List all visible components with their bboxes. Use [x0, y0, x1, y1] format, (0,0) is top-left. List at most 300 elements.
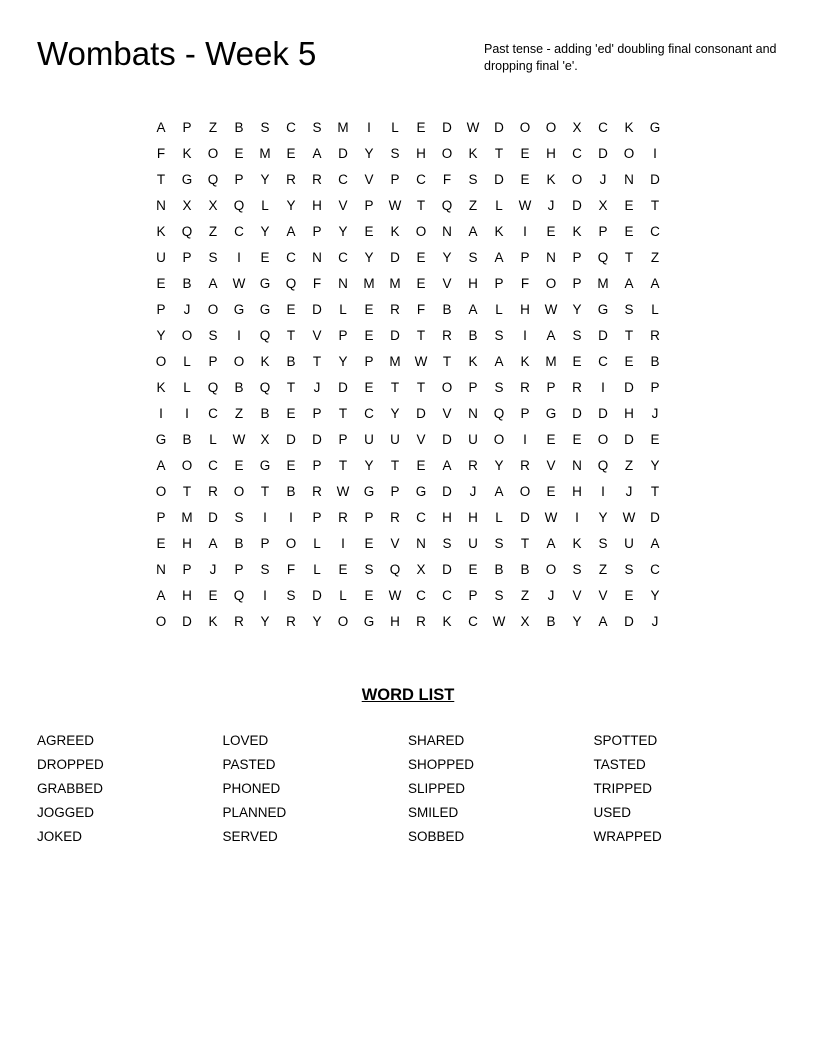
grid-letter: E [572, 432, 582, 447]
grid-letter: I [341, 536, 345, 551]
grid-letter: Q [207, 380, 219, 395]
grid-letter: I [601, 484, 605, 499]
grid-letter: W [232, 432, 246, 447]
grid-letter: E [364, 380, 374, 395]
grid-letter: L [261, 198, 269, 213]
grid-letter: E [156, 536, 166, 551]
grid-row [148, 583, 668, 609]
grid-letter: V [442, 406, 452, 421]
grid-letter: I [523, 432, 527, 447]
grid-letter: E [364, 302, 374, 317]
word-list-item: SPOTTED [593, 733, 658, 748]
grid-letter: R [416, 614, 426, 629]
grid-letter: U [624, 536, 634, 551]
grid-letter: B [182, 432, 192, 447]
grid-letter: V [364, 172, 374, 187]
grid-letter: T [390, 380, 400, 395]
grid-letter: U [468, 432, 478, 447]
grid-letter: I [601, 380, 605, 395]
grid-letter: Q [259, 328, 271, 343]
grid-row [148, 167, 668, 193]
grid-letter: L [339, 302, 347, 317]
grid-letter: V [442, 276, 452, 291]
grid-letter: M [181, 510, 193, 525]
grid-letter: V [312, 328, 322, 343]
grid-letter: D [494, 172, 504, 187]
grid-letter: P [494, 276, 504, 291]
grid-letter: I [575, 510, 579, 525]
grid-letter: R [520, 458, 530, 473]
grid-letter: L [391, 120, 399, 135]
grid-letter: O [519, 120, 531, 135]
grid-row [148, 427, 668, 453]
grid-letter: Y [650, 588, 660, 603]
grid-letter: K [468, 146, 478, 161]
grid-letter: Y [364, 250, 374, 265]
grid-letter: M [389, 276, 401, 291]
grid-letter: P [598, 224, 608, 239]
grid-letter: E [364, 328, 374, 343]
grid-letter: E [364, 588, 374, 603]
grid-letter: V [390, 536, 400, 551]
grid-letter: K [572, 224, 582, 239]
grid-letter: C [416, 510, 426, 525]
grid-letter: A [286, 224, 296, 239]
grid-letter: X [260, 432, 270, 447]
grid-letter: E [546, 484, 556, 499]
grid-letter: S [494, 380, 504, 395]
grid-letter: T [312, 354, 322, 369]
grid-letter: L [495, 198, 503, 213]
grid-letter: E [286, 302, 296, 317]
word-search-grid [148, 115, 668, 635]
grid-letter: O [233, 354, 245, 369]
grid-letter: S [442, 536, 452, 551]
grid-letter: S [494, 588, 504, 603]
grid-letter: O [233, 484, 245, 499]
grid-letter: R [286, 614, 296, 629]
grid-letter: Y [364, 146, 374, 161]
grid-letter: T [156, 172, 166, 187]
grid-letter: M [597, 276, 609, 291]
grid-letter: T [338, 406, 348, 421]
grid-letter: O [207, 302, 219, 317]
grid-letter: N [156, 198, 166, 213]
grid-letter: Q [597, 458, 609, 473]
grid-letter: P [572, 250, 582, 265]
grid-letter: J [599, 172, 607, 187]
grid-row [148, 375, 668, 401]
grid-letter: H [468, 510, 478, 525]
word-list-item: GRABBED [37, 781, 104, 796]
grid-letter: C [650, 562, 660, 577]
grid-row [148, 141, 668, 167]
grid-letter: K [572, 536, 582, 551]
grid-letter: U [390, 432, 400, 447]
grid-letter: O [155, 484, 167, 499]
grid-letter: E [364, 536, 374, 551]
grid-letter: K [156, 224, 166, 239]
grid-letter: K [390, 224, 400, 239]
grid-row [148, 401, 668, 427]
grid-letter: A [598, 614, 608, 629]
grid-letter: P [182, 120, 192, 135]
grid-letter: H [312, 198, 322, 213]
grid-letter: P [468, 380, 478, 395]
page-subtitle: Past tense - adding 'ed' doubling final consonant and dropping final 'e'. [484, 42, 777, 73]
grid-letter: Q [597, 250, 609, 265]
grid-letter: O [181, 328, 193, 343]
grid-letter: D [624, 380, 634, 395]
grid-letter: I [523, 328, 527, 343]
grid-letter: B [182, 276, 192, 291]
grid-letter: I [237, 250, 241, 265]
grid-letter: W [232, 276, 246, 291]
word-list-item: SHARED [408, 733, 465, 748]
grid-letter: E [546, 224, 556, 239]
grid-letter: Y [442, 250, 452, 265]
grid-letter: P [234, 562, 244, 577]
grid-letter: E [286, 146, 296, 161]
grid-letter: Q [285, 276, 297, 291]
grid-letter: T [416, 328, 426, 343]
grid-letter: L [495, 510, 503, 525]
grid-letter: W [336, 484, 350, 499]
grid-letter: C [416, 172, 426, 187]
grid-letter: H [572, 484, 582, 499]
grid-row [148, 297, 668, 323]
grid-letter: K [182, 146, 192, 161]
grid-letter: C [338, 250, 348, 265]
grid-letter: Z [208, 120, 218, 135]
grid-letter: H [442, 510, 452, 525]
grid-letter: P [338, 432, 348, 447]
grid-letter: P [650, 380, 660, 395]
grid-letter: C [234, 224, 244, 239]
word-list-item: SERVED [222, 829, 278, 844]
word-list-item: JOGGED [37, 805, 95, 820]
grid-letter: O [493, 432, 505, 447]
grid-letter: D [312, 588, 322, 603]
grid-letter: D [442, 432, 452, 447]
grid-letter: G [545, 406, 557, 421]
grid-letter: O [441, 380, 453, 395]
grid-letter: L [313, 536, 321, 551]
word-list-item: PASTED [222, 757, 276, 772]
grid-letter: U [364, 432, 374, 447]
grid-letter: D [338, 146, 348, 161]
grid-letter: Y [364, 458, 374, 473]
grid-letter: T [520, 536, 530, 551]
grid-letter: D [650, 510, 660, 525]
grid-letter: N [312, 250, 322, 265]
grid-letter: E [546, 432, 556, 447]
grid-letter: S [286, 588, 296, 603]
grid-letter: G [155, 432, 167, 447]
grid-letter: C [208, 406, 218, 421]
grid-letter: O [545, 562, 557, 577]
grid-letter: J [547, 588, 555, 603]
grid-letter: G [233, 302, 245, 317]
grid-letter: A [494, 354, 504, 369]
grid-letter: E [338, 562, 348, 577]
grid-letter: O [181, 458, 193, 473]
grid-letter: R [234, 614, 244, 629]
grid-letter: X [520, 614, 530, 629]
grid-letter: C [286, 120, 296, 135]
grid-letter: Y [572, 302, 582, 317]
grid-letter: R [338, 510, 348, 525]
grid-letter: M [389, 354, 401, 369]
grid-letter: E [416, 120, 426, 135]
grid-letter: T [416, 198, 426, 213]
grid-letter: W [414, 354, 428, 369]
grid-letter: E [520, 172, 530, 187]
grid-letter: W [622, 510, 636, 525]
grid-letter: F [442, 172, 452, 187]
grid-letter: Q [233, 588, 245, 603]
grid-letter: S [208, 328, 218, 343]
grid-letter: E [156, 276, 166, 291]
grid-letter: E [624, 198, 634, 213]
grid-letter: D [286, 432, 296, 447]
grid-letter: T [650, 484, 660, 499]
grid-letter: H [520, 302, 530, 317]
grid-letter: A [494, 250, 504, 265]
grid-letter: I [367, 120, 371, 135]
grid-letter: K [520, 354, 530, 369]
grid-letter: X [208, 198, 218, 213]
grid-letter: I [263, 510, 267, 525]
grid-letter: C [598, 354, 608, 369]
grid-letter: V [572, 588, 582, 603]
grid-letter: I [159, 406, 163, 421]
grid-letter: H [468, 276, 478, 291]
grid-letter: Y [260, 172, 270, 187]
grid-letter: D [416, 406, 426, 421]
grid-letter: C [286, 250, 296, 265]
grid-letter: E [624, 588, 634, 603]
grid-letter: K [260, 354, 270, 369]
grid-letter: P [260, 536, 270, 551]
word-list-item: SLIPPED [408, 781, 466, 796]
grid-letter: D [572, 198, 582, 213]
grid-letter: J [547, 198, 555, 213]
grid-letter: Y [312, 614, 322, 629]
grid-letter: P [364, 354, 374, 369]
word-list-item: PHONED [222, 781, 281, 796]
grid-letter: V [416, 432, 426, 447]
grid-letter: Y [494, 458, 504, 473]
grid-letter: S [312, 120, 322, 135]
grid-letter: W [388, 198, 402, 213]
grid-row [148, 271, 668, 297]
grid-letter: X [572, 120, 582, 135]
grid-letter: K [546, 172, 556, 187]
grid-letter: Y [286, 198, 296, 213]
grid-letter: T [182, 484, 192, 499]
grid-letter: K [208, 614, 218, 629]
grid-letter: O [571, 172, 583, 187]
grid-letter: S [234, 510, 244, 525]
word-list-item: WRAPPED [593, 829, 662, 844]
grid-letter: D [442, 562, 452, 577]
grid-letter: D [572, 406, 582, 421]
grid-letter: O [441, 146, 453, 161]
grid-letter: B [234, 120, 244, 135]
grid-letter: S [572, 562, 582, 577]
grid-letter: N [338, 276, 348, 291]
grid-letter: D [390, 328, 400, 343]
grid-letter: Q [259, 380, 271, 395]
grid-letter: F [312, 276, 322, 291]
grid-letter: E [624, 354, 634, 369]
grid-letter: P [182, 562, 192, 577]
grid-letter: P [182, 250, 192, 265]
page-title: Wombats - Week 5 [37, 35, 317, 72]
grid-letter: O [545, 120, 557, 135]
grid-letter: R [312, 484, 322, 499]
grid-letter: G [181, 172, 193, 187]
grid-letter: P [312, 224, 322, 239]
grid-letter: S [494, 536, 504, 551]
word-list-heading: WORD LIST [361, 686, 455, 704]
grid-letter: T [650, 198, 660, 213]
grid-letter: T [416, 380, 426, 395]
grid-letter: A [650, 276, 660, 291]
grid-letter: J [183, 302, 191, 317]
grid-letter: N [468, 406, 478, 421]
grid-letter: V [546, 458, 556, 473]
grid-letter: O [597, 432, 609, 447]
word-list [37, 729, 779, 849]
grid-letter: L [313, 562, 321, 577]
grid-letter: C [416, 588, 426, 603]
grid-letter: B [650, 354, 660, 369]
grid-letter: H [416, 146, 426, 161]
word-list-item: PLANNED [222, 805, 287, 820]
grid-letter: E [286, 458, 296, 473]
grid-row [148, 245, 668, 271]
grid-letter: O [155, 614, 167, 629]
grid-letter: T [286, 328, 296, 343]
grid-letter: K [494, 224, 504, 239]
grid-letter: E [286, 406, 296, 421]
grid-letter: H [546, 146, 556, 161]
grid-letter: H [390, 614, 400, 629]
grid-letter: D [494, 120, 504, 135]
grid-row [148, 609, 668, 635]
grid-letter: O [519, 484, 531, 499]
grid-letter: S [624, 302, 634, 317]
grid-letter: I [185, 406, 189, 421]
grid-letter: O [415, 224, 427, 239]
grid-letter: C [442, 588, 452, 603]
grid-letter: N [416, 536, 426, 551]
grid-letter: G [415, 484, 427, 499]
grid-letter: K [156, 380, 166, 395]
grid-letter: Y [390, 406, 400, 421]
grid-row [148, 479, 668, 505]
grid-letter: O [623, 146, 635, 161]
grid-letter: A [208, 276, 218, 291]
grid-letter: A [546, 536, 556, 551]
grid-letter: L [651, 302, 659, 317]
grid-letter: P [390, 484, 400, 499]
grid-letter: M [363, 276, 375, 291]
grid-letter: Y [650, 458, 660, 473]
grid-letter: I [237, 328, 241, 343]
grid-letter: K [468, 354, 478, 369]
grid-letter: W [388, 588, 402, 603]
grid-letter: P [234, 172, 244, 187]
grid-letter: T [494, 146, 504, 161]
grid-letter: J [651, 406, 659, 421]
grid-letter: Q [233, 198, 245, 213]
grid-letter: Z [624, 458, 634, 473]
grid-letter: A [312, 146, 322, 161]
grid-letter: V [338, 198, 348, 213]
grid-letter: P [572, 276, 582, 291]
grid-letter: Y [598, 510, 608, 525]
grid-letter: P [468, 588, 478, 603]
grid-letter: J [469, 484, 477, 499]
grid-letter: D [338, 380, 348, 395]
grid-letter: Q [181, 224, 193, 239]
grid-row [148, 453, 668, 479]
grid-letter: Z [520, 588, 530, 603]
grid-letter: W [492, 614, 506, 629]
grid-letter: P [520, 406, 530, 421]
grid-letter: A [156, 120, 166, 135]
grid-letter: P [312, 458, 322, 473]
grid-letter: R [390, 510, 400, 525]
grid-letter: D [182, 614, 192, 629]
grid-letter: P [156, 510, 166, 525]
grid-letter: S [572, 328, 582, 343]
grid-letter: O [155, 354, 167, 369]
grid-letter: D [624, 432, 634, 447]
grid-letter: D [598, 146, 608, 161]
grid-letter: L [339, 588, 347, 603]
grid-letter: C [468, 614, 478, 629]
grid-letter: M [545, 354, 557, 369]
grid-letter: B [286, 354, 296, 369]
grid-letter: P [312, 406, 322, 421]
grid-letter: A [208, 536, 218, 551]
grid-letter: K [624, 120, 634, 135]
grid-letter: D [442, 484, 452, 499]
grid-letter: I [523, 224, 527, 239]
grid-letter: F [416, 302, 426, 317]
grid-letter: Q [493, 406, 505, 421]
grid-letter: C [208, 458, 218, 473]
grid-letter: O [285, 536, 297, 551]
grid-letter: Y [338, 224, 348, 239]
grid-letter: O [207, 146, 219, 161]
grid-letter: S [494, 328, 504, 343]
word-list-item: LOVED [222, 733, 269, 748]
grid-letter: D [312, 432, 322, 447]
grid-letter: X [416, 562, 426, 577]
grid-letter: E [468, 562, 478, 577]
word-list-item: SHOPPED [408, 757, 475, 772]
grid-letter: P [338, 328, 348, 343]
grid-letter: W [518, 198, 532, 213]
grid-letter: Q [389, 562, 401, 577]
grid-letter: U [468, 536, 478, 551]
grid-letter: F [156, 146, 166, 161]
